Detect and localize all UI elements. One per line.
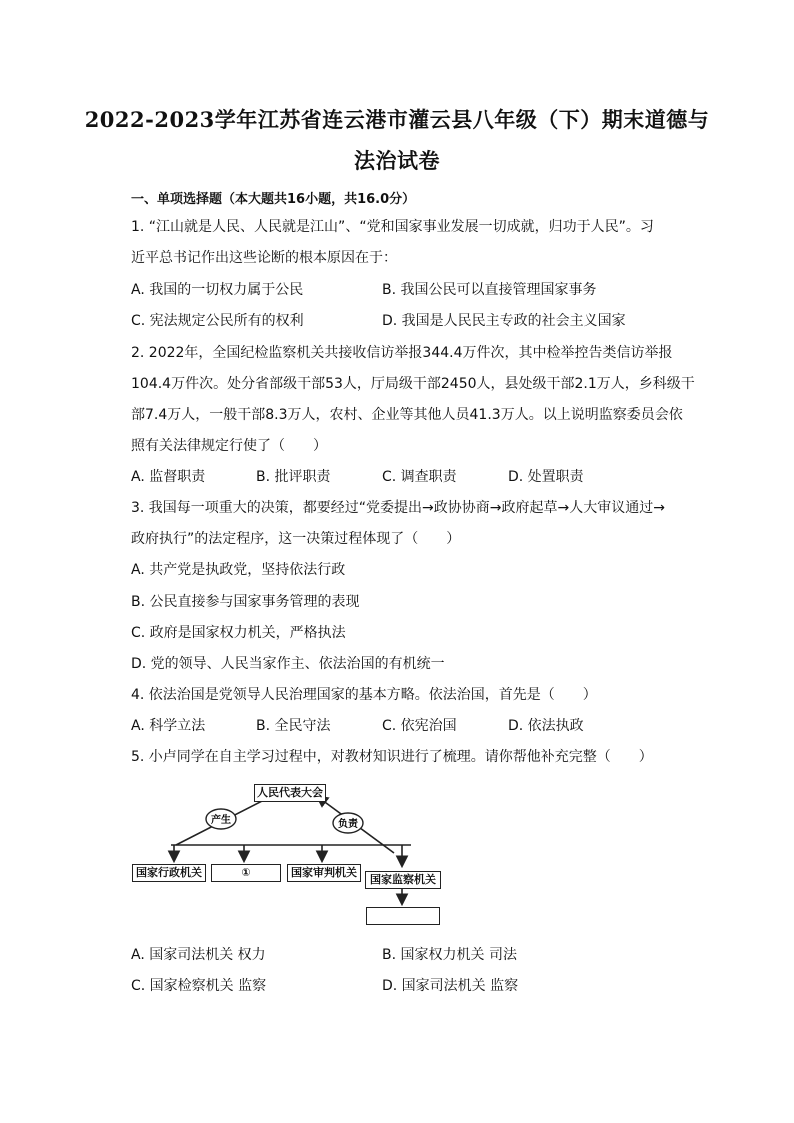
- q1-option-b: B. 我国公民可以直接管理国家事务: [382, 282, 597, 298]
- q4-option-b: B. 全民守法: [256, 718, 331, 734]
- q3-option-d: D. 党的领导、人民当家作主、依法治国的有机统一: [131, 656, 445, 672]
- q2-option-c: C. 调查职责: [382, 469, 457, 485]
- q2-option-a: A. 监督职责: [131, 469, 206, 485]
- q1-option-a: A. 我国的一切权力属于公民: [131, 282, 304, 298]
- q5-option-c: C. 国家检察机关 监察: [131, 978, 267, 994]
- q5-option-a: A. 国家司法机关 权力: [131, 947, 266, 963]
- exam-title-line2: 法治试卷: [354, 148, 440, 173]
- q2-stem-line2: 104.4万件次。处分省部级干部53人，厅局级干部2450人，县处级干部2.1万人，乡科级干: [131, 376, 695, 392]
- q5-diagram: [126, 775, 456, 935]
- q1-option-d: D. 我国是人民民主专政的社会主义国家: [382, 313, 626, 329]
- q4-option-c: C. 依宪治国: [382, 718, 457, 734]
- q3-stem-line1: 3. 我国每一项重大的决策，都要经过“党委提出→政协协商→政府起草→人大审议通过→: [131, 500, 665, 516]
- q5-box-blank-2: [366, 907, 440, 925]
- q1-stem-line1: 1. “江山就是人民、人民就是江山”、“党和国家事业发展一切成就，归功于人民”。习: [131, 219, 654, 235]
- section-heading: 一、单项选择题（本大题共16小题，共16.0分）: [131, 192, 416, 207]
- q4-option-a: A. 科学立法: [131, 718, 206, 734]
- q4-option-d: D. 依法执政: [508, 718, 584, 734]
- q4-stem-line1: 4. 依法治国是党领导人民治理国家的基本方略。依法治国，首先是（ ）: [131, 687, 597, 703]
- exam-title-line1: 2022-2023学年江苏省连云港市灌云县八年级（下）期末道德与: [84, 107, 710, 132]
- q5-stem-line1: 5. 小卢同学在自主学习过程中，对教材知识进行了梳理。请你帮他补充完整（ ）: [131, 749, 653, 765]
- q5-option-b: B. 国家权力机关 司法: [382, 947, 517, 963]
- q5-label-produce: 产生: [211, 815, 231, 826]
- q5-box-judicial: 国家审判机关: [287, 864, 361, 882]
- q5-box-supervisory: 国家监察机关: [365, 871, 441, 889]
- q3-option-c: C. 政府是国家权力机关，严格执法: [131, 625, 346, 641]
- q3-option-a: A. 共产党是执政党，坚持依法行政: [131, 562, 346, 578]
- q5-box-blank-1: ①: [211, 864, 281, 882]
- q2-stem-line1: 2. 2022年，全国纪检监察机关共接收信访举报344.4万件次，其中检举控告类信访举报: [131, 345, 673, 361]
- q5-box-npc: 人民代表大会: [254, 784, 326, 802]
- q1-option-c: C. 宪法规定公民所有的权利: [131, 313, 304, 329]
- q2-option-b: B. 批评职责: [256, 469, 331, 485]
- q3-option-b: B. 公民直接参与国家事务管理的表现: [131, 594, 360, 610]
- q5-label-responsible: 负责: [338, 819, 358, 830]
- q5-option-d: D. 国家司法机关 监察: [382, 978, 519, 994]
- q1-stem-line2: 近平总书记作出这些论断的根本原因在于：: [131, 250, 397, 266]
- q3-stem-line2: 政府执行”的法定程序，这一决策过程体现了（ ）: [131, 531, 461, 547]
- q2-option-d: D. 处置职责: [508, 469, 584, 485]
- q2-stem-line4: 照有关法律规定行使了（ ）: [131, 438, 327, 454]
- q5-box-admin: 国家行政机关: [132, 864, 206, 882]
- q2-stem-line3: 部7.4万人，一般干部8.3万人，农村、企业等其他人员41.3万人。以上说明监察委员会依: [131, 407, 683, 423]
